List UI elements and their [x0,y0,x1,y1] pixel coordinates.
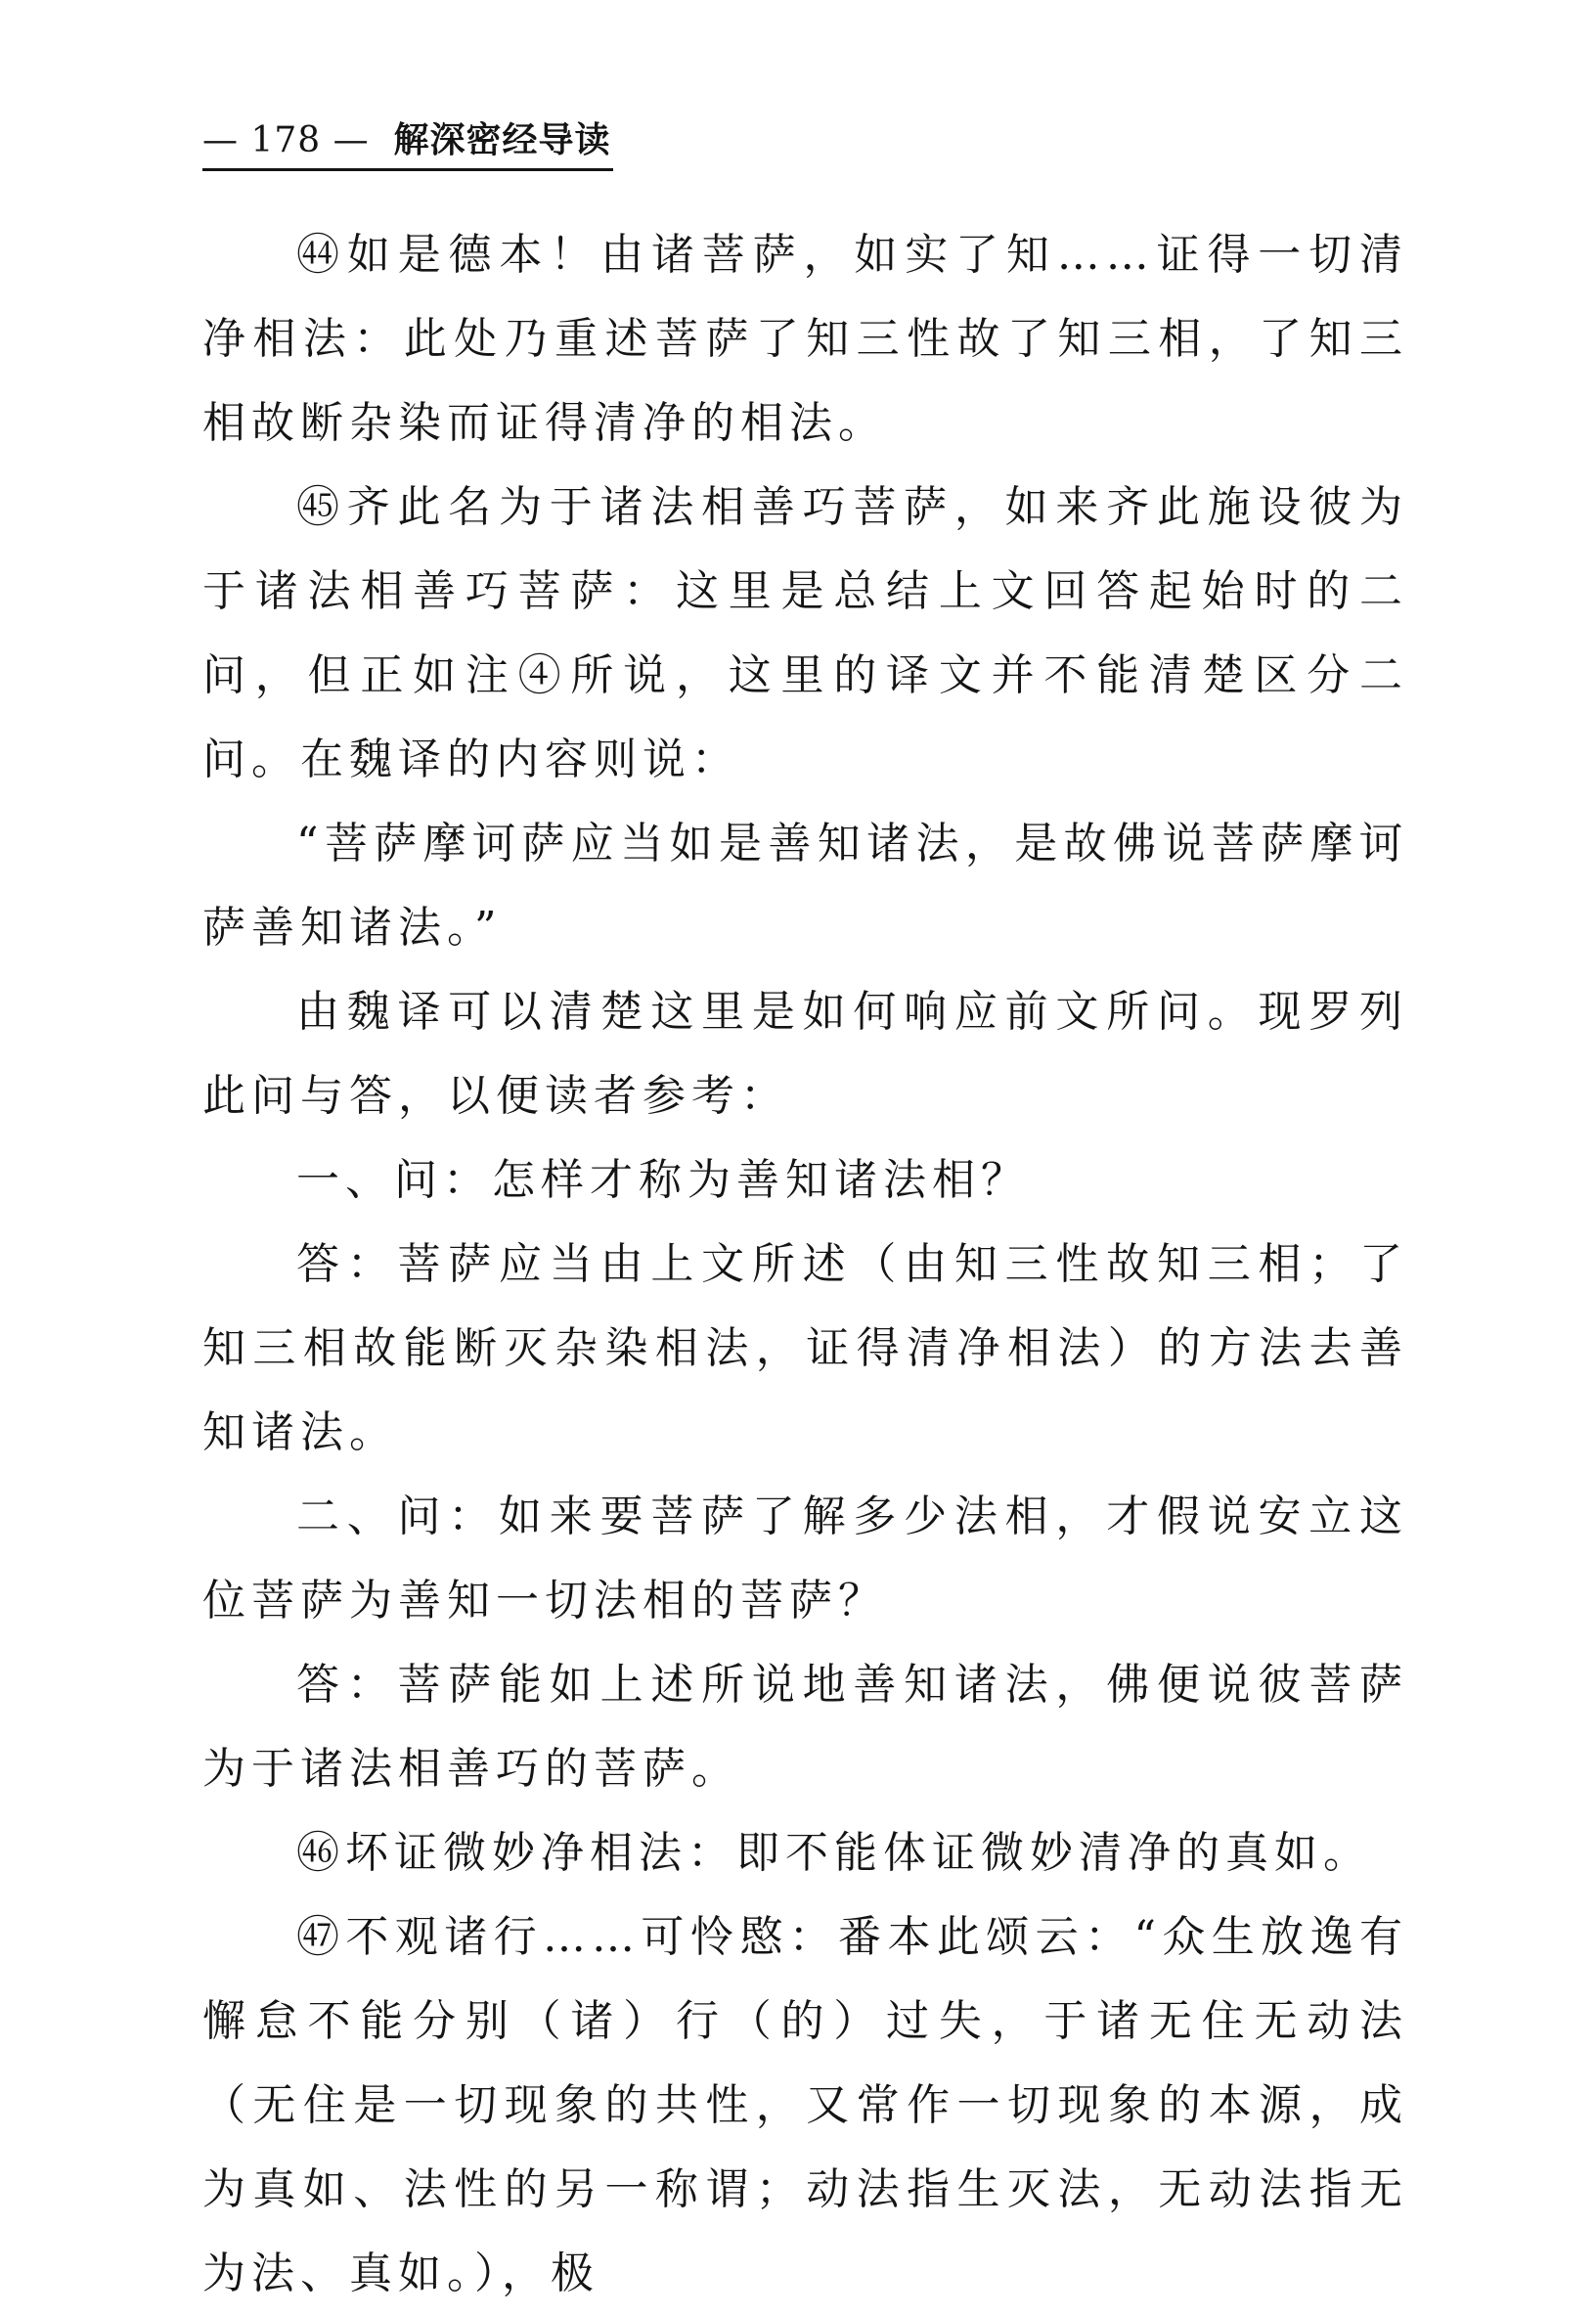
annotation-45: ㊺齐此名为于诸法相善巧菩萨，如来齐此施设彼为于诸法相善巧菩萨：这里是总结上文回答起始时的二问，但正如注④所说，这里的译文并不能清楚区分二问。在魏译的内容则说： [202,482,1408,784]
book-title: 解深密经导读 [393,120,611,160]
page-number: — 178 — [202,120,370,160]
answer-2: 答：菩萨能如上述所说地善知诸法，佛便说彼菩萨为于诸法相善巧的菩萨。 [202,1660,1408,1794]
question-1: 一、问：怎样才称为善知诸法相？ [296,1155,1030,1205]
header-line [202,115,611,166]
question-2: 二、问：如来要菩萨了解多少法相，才假说安立这位菩萨为善知一切法相的菩萨？ [202,1492,1408,1626]
answer-1: 答：菩萨应当由上文所述（由知三性故知三相；了知三相故能断灭杂染相法，证得清净相法）的方法去善知诸法。 [202,1239,1408,1457]
wei-translation-quote: “菩萨摩诃萨应当如是善知诸法，是故佛说菩萨摩诃萨善知诸法。” [202,819,1408,953]
page-header [202,115,613,171]
intro-paragraph: 由魏译可以清楚这里是如何响应前文所问。现罗列此问与答，以便读者参考： [202,987,1408,1121]
page-body [202,213,1408,2316]
annotation-47: ㊼不观诸行……可怜愍：番本此颂云：“众生放逸有懈怠不能分别（诸）行（的）过失，于诸无住无动法（无住是一切现象的共性，又常作一切现象的本源，成为真如、法性的另一称谓；动法指生灭法，无动法指无为法、真如。），极 [202,1912,1408,2298]
annotation-44: ㊹如是德本！由诸菩萨，如实了知……证得一切清净相法：此处乃重述菩萨了知三性故了知三相，了知三相故断杂染而证得清净的相法。 [202,230,1408,448]
annotation-46: ㊻坏证微妙净相法：即不能体证微妙清净的真如。 [296,1828,1372,1878]
